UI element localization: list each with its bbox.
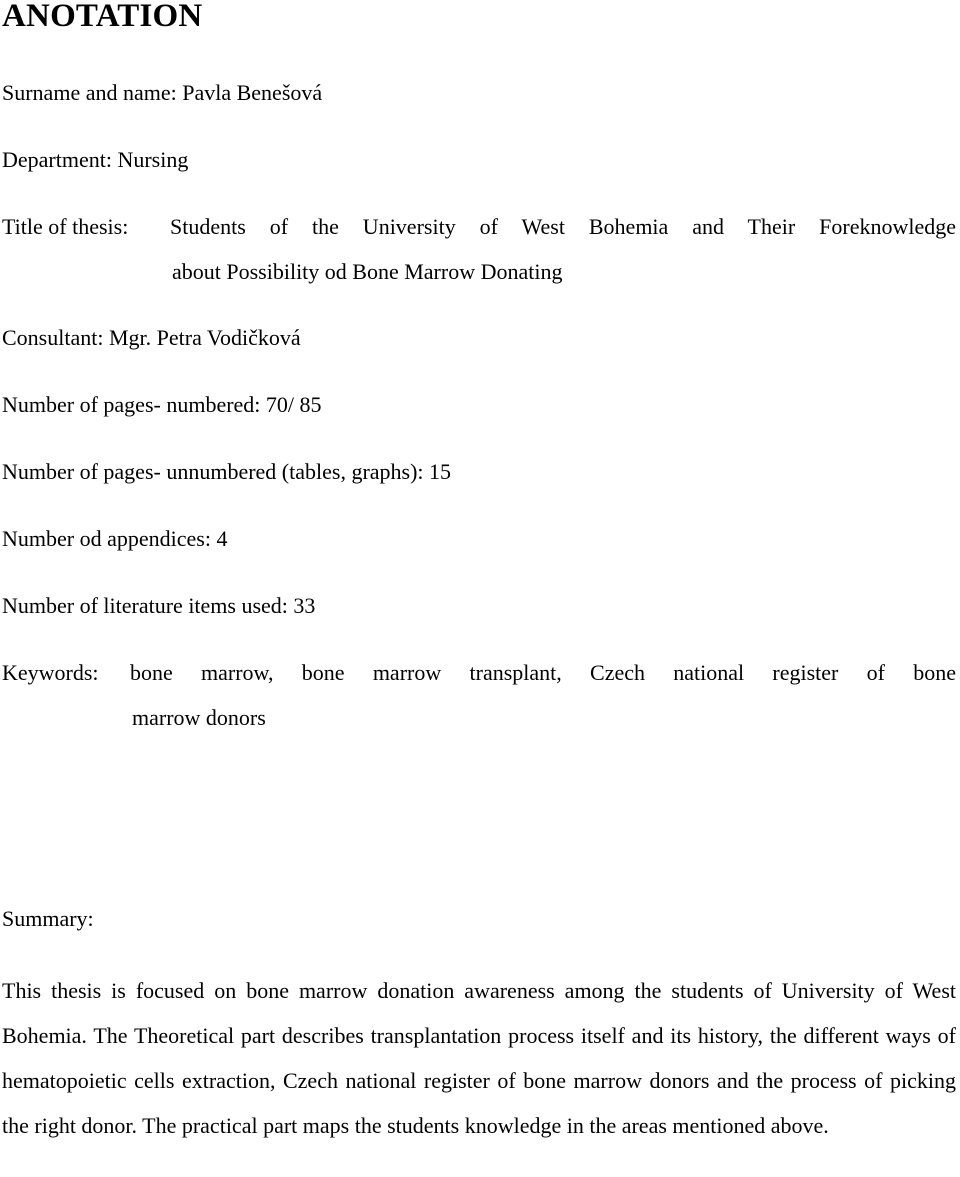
field-thesis-title-line2: about Possibility od Bone Marrow Donating <box>172 259 563 284</box>
field-department <box>2 149 188 171</box>
field-pages-unnumbered-value: 15 <box>429 459 452 484</box>
field-thesis-title-label: Title of thesis: <box>2 214 129 239</box>
field-name-label: Surname and name: <box>2 80 177 105</box>
field-literature <box>2 595 315 617</box>
field-pages-unnumbered-label: Number of pages- unnumbered (tables, graphs): <box>2 459 424 484</box>
summary-body <box>2 968 956 1148</box>
field-consultant-label: Consultant: <box>2 325 104 350</box>
page-title: ANOTATION <box>2 0 203 34</box>
field-name <box>2 82 322 104</box>
field-pages-numbered-label: Number of pages- numbered: <box>2 392 261 417</box>
field-consultant <box>2 327 301 349</box>
field-keywords-line1: bone marrow, bone marrow transplant, Czech national register of bone <box>130 660 956 685</box>
field-consultant-value: Mgr. Petra Vodičková <box>108 325 301 350</box>
field-appendices <box>2 528 227 550</box>
field-literature-value: 33 <box>293 593 316 618</box>
field-appendices-label: Number od appendices: <box>2 526 211 551</box>
field-thesis-title <box>2 216 956 283</box>
field-department-value: Nursing <box>117 147 189 172</box>
field-pages-numbered <box>2 394 322 416</box>
summary-heading: Summary: <box>2 906 94 931</box>
field-thesis-title-line1: Students of the University of West Bohemia and Their Foreknowledge <box>170 214 956 239</box>
field-pages-numbered-value: 70/ 85 <box>265 392 322 417</box>
field-pages-unnumbered <box>2 461 451 483</box>
field-name-value: Pavla Benešová <box>182 80 323 105</box>
field-appendices-value: 4 <box>216 526 228 551</box>
field-literature-label: Number of literature items used: <box>2 593 288 618</box>
field-keywords <box>2 662 956 729</box>
field-keywords-label: Keywords: <box>2 660 99 685</box>
field-keywords-line2: marrow donors <box>132 705 266 730</box>
summary-text: This thesis is focused on bone marrow donation awareness among the students of University of West Bohemia. The Theoretical part describes transplantation process itself and its history, the different ways of hematopoietic cells extraction, Czech national register of bone marrow donors and the process of picking the right donor. The practical part maps the students knowledge in the areas mentioned above. <box>2 978 956 1138</box>
field-department-label: Department: <box>2 147 112 172</box>
